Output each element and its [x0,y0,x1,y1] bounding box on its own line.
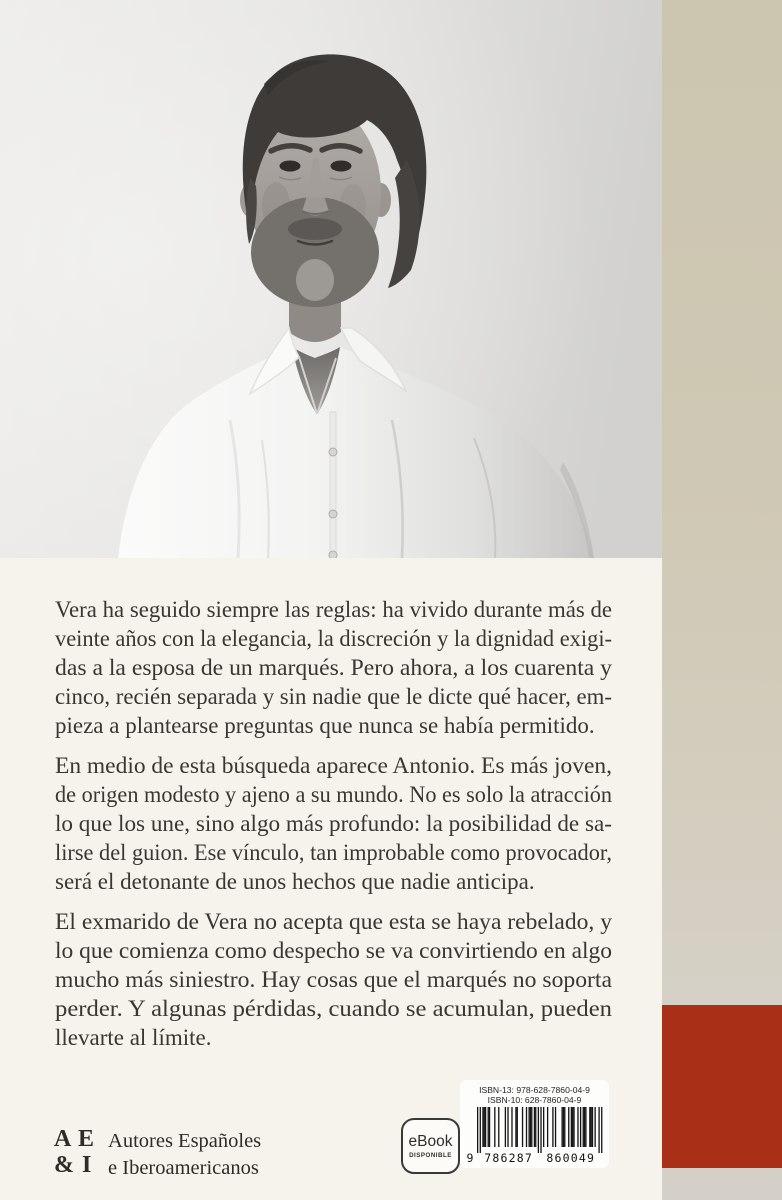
synopsis-paragraph [55,909,612,1054]
synopsis-line: pieza a plantearse preguntas que nunca se había permitido. [55,713,595,738]
imprint-name [108,1128,261,1182]
monogram-line-1: A E [54,1126,96,1152]
monogram-line-2: & I [54,1152,93,1178]
synopsis-line: de origen modesto y ajeno a su mundo. No es solo la atracción [55,782,613,807]
synopsis-paragraph [55,597,612,742]
synopsis [55,597,612,1065]
synopsis-line: será el detonante de unos hechos que nadie anticipa. [55,869,535,894]
svg-text:9: 9 [466,1151,475,1163]
ebook-badge-title: eBook [408,1132,453,1150]
svg-text:786287: 786287 [484,1151,534,1163]
ebook-badge-subtitle: DISPONIBLE [409,1151,452,1159]
isbn13-text: ISBN-13: 978-628-7860-04-9 [479,1085,590,1095]
imprint-name-line-2: e Iberoamericanos [108,1157,259,1179]
synopsis-line: lo que comienza como despecho se va convirtiendo en algo [55,938,612,963]
isbn10-text: ISBN-10: 628-7860-04-9 [487,1095,582,1105]
synopsis-line: perder. Y algunas pérdidas, cuando se acumulan, pueden [55,996,613,1021]
author-photo [0,0,662,558]
imprint-name-line-1: Autores Españoles [108,1130,262,1152]
synopsis-line: lo que los une, sino algo más profundo: la posibilidad de sa- [55,811,613,836]
synopsis-line: El exmarido de Vera no acepta que esta se haya rebelado, y [55,909,612,934]
imprint-logo [54,1126,261,1182]
synopsis-line: das a la esposa de un marqués. Pero ahora, a los cuarenta y [55,655,613,680]
ebook-badge [401,1118,460,1174]
synopsis-line: En medio de esta búsqueda aparece Antonio. Es más joven, [55,753,613,778]
synopsis-line: veinte años con la elegancia, la discreción y la dignidad exigi- [55,626,613,651]
red-accent-block [662,1005,782,1168]
imprint-monogram [54,1126,95,1178]
svg-text:860049: 860049 [546,1151,596,1163]
synopsis-line: lirse del guion. Ese vínculo, tan improbable como provocador, [55,840,613,865]
synopsis-line: mucho más siniestro. Hay cosas que el marqués no soporta [55,967,613,992]
synopsis-line: cinco, recién separada y sin nadie que le dicte qué hacer, em- [55,684,613,709]
barcode-svg [466,1107,603,1163]
barcode-panel [460,1080,609,1168]
synopsis-line: Vera ha seguido siempre las reglas: ha vivido durante más de [55,597,613,622]
synopsis-line: llevarte al límite. [55,1025,212,1050]
author-portrait-illustration [0,0,662,558]
synopsis-paragraph [55,753,612,898]
